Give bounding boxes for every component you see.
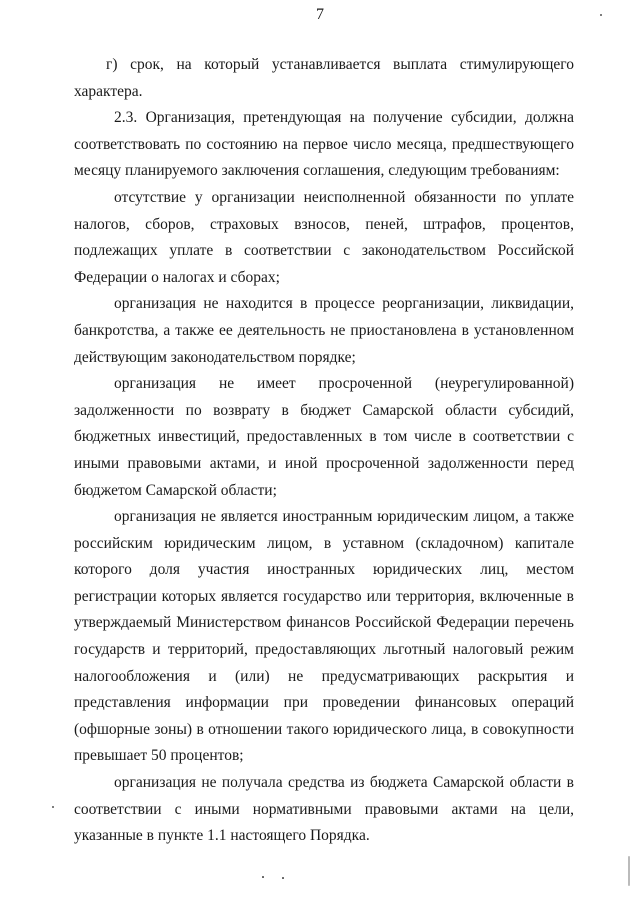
paragraph-section-2-3: 2.3. Организация, претендующая на получение субсидии, должна соответствовать по состоянию на первое число месяца, предшествующего месяцу планируемого заключения соглашения, следующим требованиям: (74, 109, 574, 180)
scan-speck (600, 14, 602, 16)
scan-speck (262, 876, 264, 878)
document-body (74, 52, 574, 850)
page-number: 7 (316, 6, 324, 23)
paragraph-payment-term: г) срок, на который устанавливается выплата стимулирующего характера. (74, 56, 574, 100)
paragraph-no-other-budget-funds: организация не получала средства из бюджета Самарской области в соответствии с иными нормативными правовыми актами на цели, указанные в пункте 1.1 настоящего Порядка. (74, 774, 574, 845)
scan-speck (628, 856, 630, 886)
scan-speck (282, 877, 284, 879)
paragraph-no-reorganization: организация не находится в процессе реорганизации, ликвидации, банкротства, а также ее деятельность не приостановлена в установленном действующим законодательством порядке; (74, 295, 574, 366)
paragraph-not-foreign-entity: организация не является иностранным юридическим лицом, а также российским юридическим лицом, в уставном (складочном) капитале которого доля участия иностранных юридических лиц, местом регистрации которых является государство или территория, включенные в утверждаемый Министерством финансов Российской Федерации перечень государств и территорий, предоставляющих льготный налоговый режим налогообложения и (или) не предусматривающих раскрытия и представления информации при проведении финансовых операций (офшорные зоны) в отношении такого юридического лица, в совокупности превышает 50 процентов; (74, 508, 574, 765)
scan-speck (52, 806, 54, 808)
paragraph-no-tax-debt: отсутствие у организации неисполненной обязанности по уплате налогов, сборов, страховых взносов, пеней, штрафов, процентов, подлежащих уплате в соответствии с законодательством Российской Федерации о налогах и сборах; (74, 188, 574, 286)
paragraph-no-overdue-debt: организация не имеет просроченной (неурегулированной) задолженности по возврату в бюджет Самарской области субсидий, бюджетных инвестиций, предоставленных в том числе в соответствии с иными правовыми актами, и иной просроченной задолженности перед бюджетом Самарской области; (74, 375, 574, 499)
